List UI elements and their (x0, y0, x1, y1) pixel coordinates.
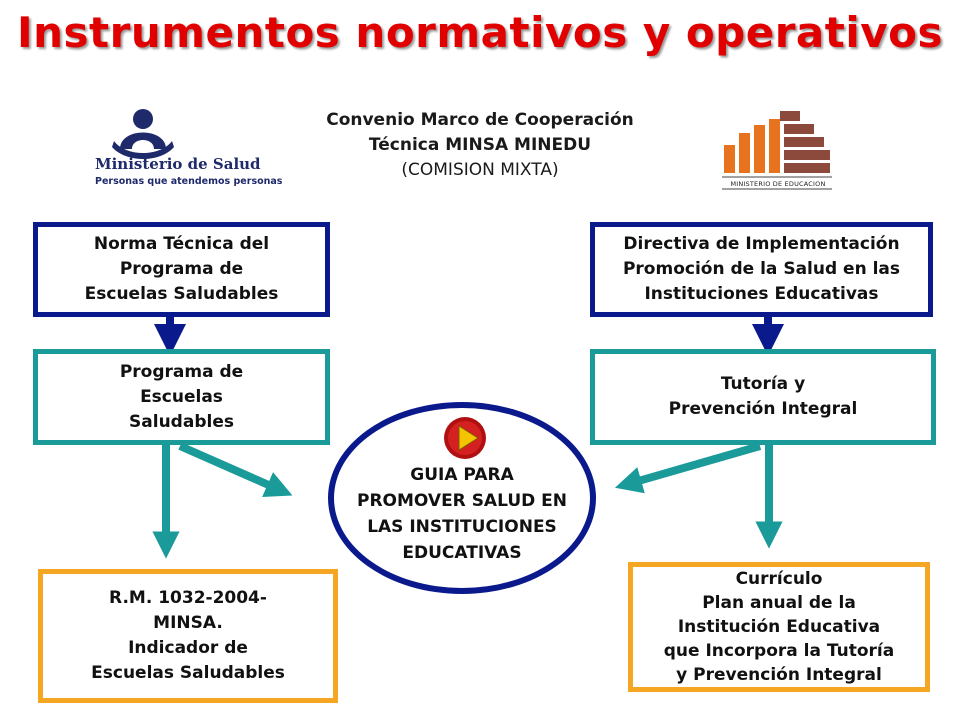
convenio-line-2: Técnica MINSA MINEDU (368, 135, 592, 155)
rm-box (38, 569, 338, 703)
page-title: Instrumentos normativos y operativos (17, 8, 943, 57)
box-line: R.M. 1032-2004- (109, 588, 267, 608)
tutoria-box (590, 349, 936, 445)
box-line: Norma Técnica del (93, 234, 270, 254)
box-line: Escuelas Saludables (84, 284, 279, 304)
box-line: Currículo (735, 569, 823, 589)
arrow-tutoria-to-guia (628, 446, 760, 484)
arrow-programa-to-guia (180, 446, 280, 490)
convenio-line-1: Convenio Marco de Cooperación (326, 110, 634, 130)
box-line: Institución Educativa (677, 617, 881, 637)
programa-box (33, 349, 330, 445)
box-line: Tutoría y (720, 374, 806, 394)
box-line: que Incorpora la Tutoría (663, 641, 895, 661)
curriculo-box (628, 562, 930, 692)
box-line: Prevención Integral (668, 399, 858, 419)
box-line: Indicador de (128, 638, 248, 658)
norma-tecnica-box (33, 222, 330, 317)
convenio-line-3: (COMISION MIXTA) (401, 160, 559, 180)
play-icon[interactable] (442, 415, 488, 461)
guia-text (336, 462, 588, 566)
minsa-tagline: Personas que atendemos personas (95, 176, 283, 187)
box-line: Escuelas Saludables (91, 663, 285, 683)
box-line: Escuelas (140, 386, 223, 407)
guia-line: GUIA PARA (410, 465, 514, 485)
box-line: Programa de (119, 361, 244, 382)
box-line: y Prevención Integral (676, 665, 882, 685)
box-line: Promoción de la Salud en las (622, 259, 901, 279)
box-line: Saludables (129, 411, 234, 432)
guia-line: EDUCATIVAS (402, 543, 522, 563)
minedu-name: MINISTERIO DE EDUCACION (730, 180, 826, 188)
directiva-box (590, 222, 933, 317)
minsa-name: Ministerio de Salud (95, 155, 261, 173)
box-line: Plan anual de la (702, 593, 856, 613)
box-line: Programa de (119, 259, 244, 279)
box-line: MINSA. (153, 613, 223, 633)
box-line: Instituciones Educativas (644, 284, 879, 304)
guia-line: PROMOVER SALUD EN (357, 491, 567, 511)
guia-line: LAS INSTITUCIONES (367, 517, 557, 537)
box-line: Directiva de Implementación (623, 234, 900, 254)
